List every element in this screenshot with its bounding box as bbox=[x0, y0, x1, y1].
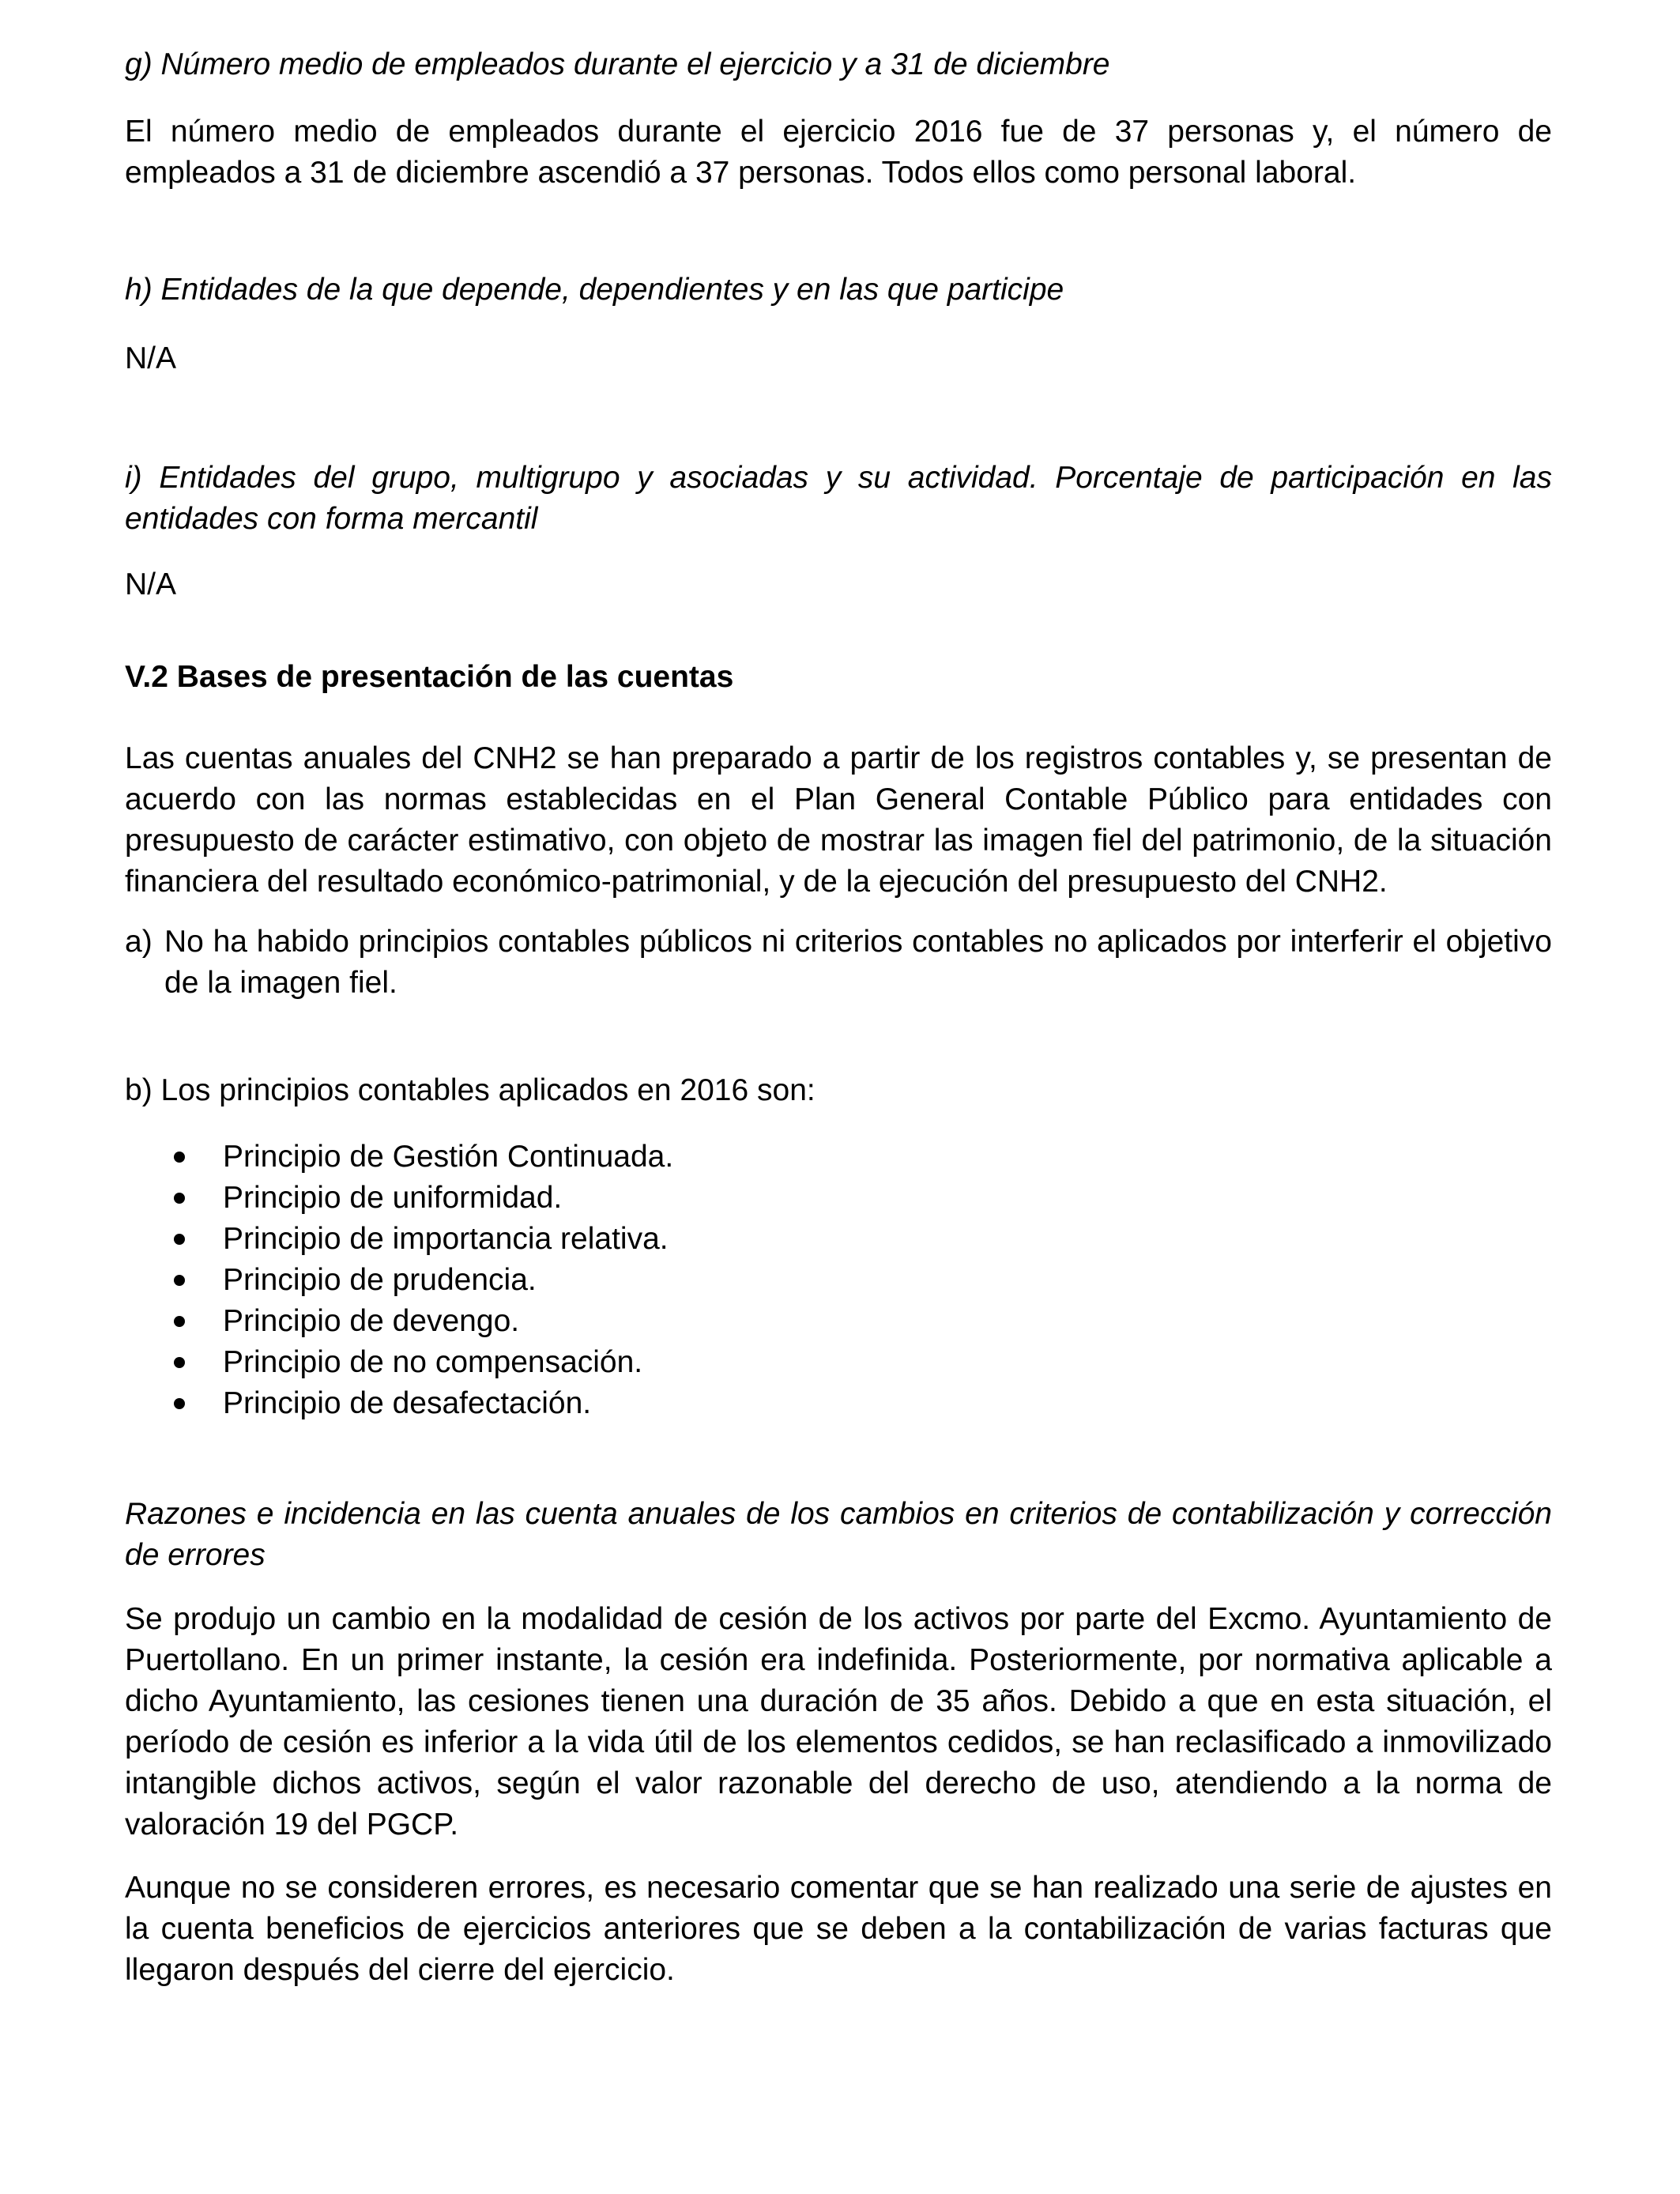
list-item bbox=[125, 1137, 1552, 1178]
bullet-icon bbox=[174, 1152, 185, 1163]
section-razones-title: Razones e incidencia en las cuenta anuales de los cambios en criterios de contabilización y corrección de errores bbox=[125, 1497, 1552, 1572]
list-item-a-text: No ha habido principios contables públicos ni criterios contables no aplicados por interferir el objetivo de la imagen fiel. bbox=[164, 925, 1552, 1000]
principle-text: Principio de uniformidad. bbox=[223, 1181, 563, 1215]
section-razones-body-2: Aunque no se consideren errores, es necesario comentar que se han realizado una serie de ajustes en la cuenta beneficios de ejercicios anteriores que se deben a la contabilización de varias facturas que llegaron después del cierre del ejercicio. bbox=[125, 1871, 1552, 1987]
section-g-title: g) Número medio de empleados durante el ejercicio y a 31 de diciembre bbox=[125, 47, 1110, 81]
principle-text: Principio de Gestión Continuada. bbox=[223, 1140, 674, 1174]
list-item bbox=[125, 1342, 1552, 1383]
principle-text: Principio de no compensación. bbox=[223, 1345, 643, 1379]
section-i-body: N/A bbox=[125, 567, 177, 601]
section-h-title: h) Entidades de la que depende, dependientes y en las que participe bbox=[125, 273, 1064, 307]
bullet-icon bbox=[174, 1234, 185, 1245]
list-item bbox=[125, 1178, 1552, 1219]
section-razones-body: Se produjo un cambio en la modalidad de cesión de los activos por parte del Excmo. Ayuntamiento de Puertollano. En un primer instante, la cesión era indefinida. Posteriormente, por normativa aplicable a dicho Ayuntamiento, las cesiones tienen una duración de 35 años. Debido a que en esta situación, el período de cesión es inferior a la vida útil de los elementos cedidos, se han reclasificado a inmovilizado intangible dichos activos, según el valor razonable del derecho de uso, atendiendo a la norma de valoración 19 del PGCP. bbox=[125, 1602, 1552, 1842]
principle-text: Principio de prudencia. bbox=[223, 1263, 537, 1297]
list-item bbox=[125, 1260, 1552, 1301]
list-item-a-marker: a) bbox=[125, 925, 153, 959]
bullet-icon bbox=[174, 1193, 185, 1204]
principles-list bbox=[125, 1137, 1552, 1424]
list-item bbox=[125, 1219, 1552, 1260]
principle-text: Principio de importancia relativa. bbox=[223, 1222, 669, 1256]
section-g-body: El número medio de empleados durante el ejercicio 2016 fue de 37 personas y, el número de empleados a 31 de diciembre ascendió a 37 personas. Todos ellos como personal laboral. bbox=[125, 115, 1552, 190]
principle-text: Principio de desafectación. bbox=[223, 1386, 592, 1420]
list-item-a bbox=[125, 922, 1552, 1004]
document-page bbox=[125, 44, 1552, 1991]
list-item bbox=[125, 1383, 1552, 1424]
bullet-icon bbox=[174, 1316, 185, 1327]
section-v2-body: Las cuentas anuales del CNH2 se han preparado a partir de los registros contables y, se presentan de acuerdo con las normas establecidas en el Plan General Contable Público para entidades con presupuesto de carácter estimativo, con objeto de mostrar las imagen fiel del patrimonio, de la situación financiera del resultado económico-patrimonial, y de la ejecución del presupuesto del CNH2. bbox=[125, 741, 1552, 899]
section-i-title: i) Entidades del grupo, multigrupo y asociadas y su actividad. Porcentaje de participación en las entidades con forma mercantil bbox=[125, 461, 1552, 536]
section-v2-heading: V.2 Bases de presentación de las cuentas bbox=[125, 660, 734, 694]
bullet-icon bbox=[174, 1275, 185, 1286]
bullet-icon bbox=[174, 1357, 185, 1368]
list-item bbox=[125, 1301, 1552, 1342]
principle-text: Principio de devengo. bbox=[223, 1304, 520, 1338]
section-h-body: N/A bbox=[125, 341, 177, 375]
list-item-b: b) Los principios contables aplicados en 2016 son: bbox=[125, 1073, 816, 1107]
bullet-icon bbox=[174, 1398, 185, 1409]
